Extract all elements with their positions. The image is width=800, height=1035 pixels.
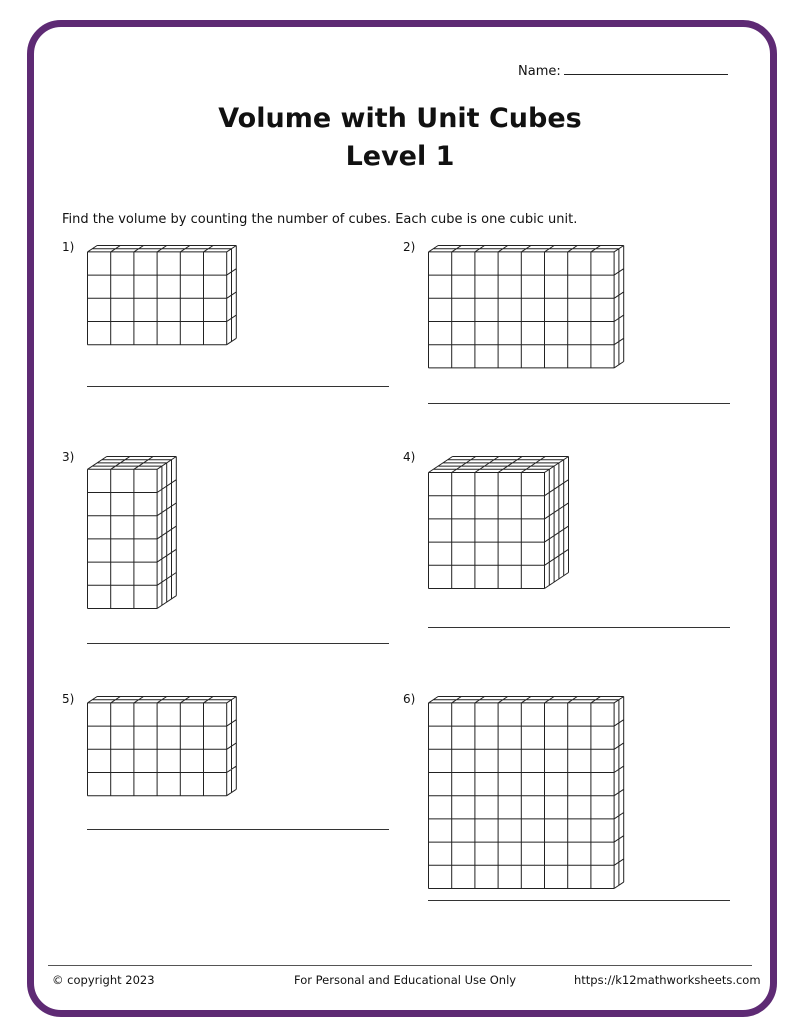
- name-blank-line[interactable]: [564, 62, 728, 75]
- problem-2-cube-prism: [428, 245, 638, 385]
- unit-cube-grid: [88, 457, 177, 609]
- problem-5-cube-prism: [87, 696, 257, 811]
- title-line-2: Level 1: [345, 141, 455, 172]
- problem-5-answer-line[interactable]: [87, 829, 389, 830]
- unit-cube-grid: [429, 246, 624, 368]
- footer-divider: [48, 965, 752, 966]
- problem-4-number: 4): [403, 450, 416, 464]
- problem-2-answer-line[interactable]: [428, 403, 730, 404]
- problem-1-number: 1): [62, 240, 75, 254]
- unit-cube-grid: [429, 457, 569, 589]
- unit-cube-grid: [429, 697, 624, 889]
- footer-website-link[interactable]: https://k12mathworksheets.com: [574, 973, 761, 987]
- problem-3-cube-prism: [87, 456, 187, 626]
- problem-3-number: 3): [62, 450, 75, 464]
- footer-copyright: © copyright 2023: [52, 973, 155, 987]
- page-title: [0, 100, 800, 176]
- footer-usage-note: For Personal and Educational Use Only: [294, 973, 517, 987]
- unit-cube-grid: [88, 246, 237, 345]
- problem-1-answer-line[interactable]: [87, 386, 389, 387]
- unit-cube-grid: [88, 697, 237, 796]
- problem-6-cube-prism: [428, 696, 638, 886]
- problem-4-cube-prism: [428, 456, 583, 611]
- problem-3-answer-line[interactable]: [87, 643, 389, 644]
- title-line-1: Volume with Unit Cubes: [218, 103, 582, 134]
- problem-5-number: 5): [62, 692, 75, 706]
- problem-4-answer-line[interactable]: [428, 627, 730, 628]
- name-field[interactable]: [518, 62, 728, 79]
- name-label: Name:: [518, 64, 561, 79]
- instructions: Find the volume by counting the number of cubes. Each cube is one cubic unit.: [62, 212, 578, 227]
- problem-1-cube-prism: [87, 245, 257, 370]
- problem-2-number: 2): [403, 240, 416, 254]
- problem-6-number: 6): [403, 692, 416, 706]
- problem-6-answer-line[interactable]: [428, 900, 730, 901]
